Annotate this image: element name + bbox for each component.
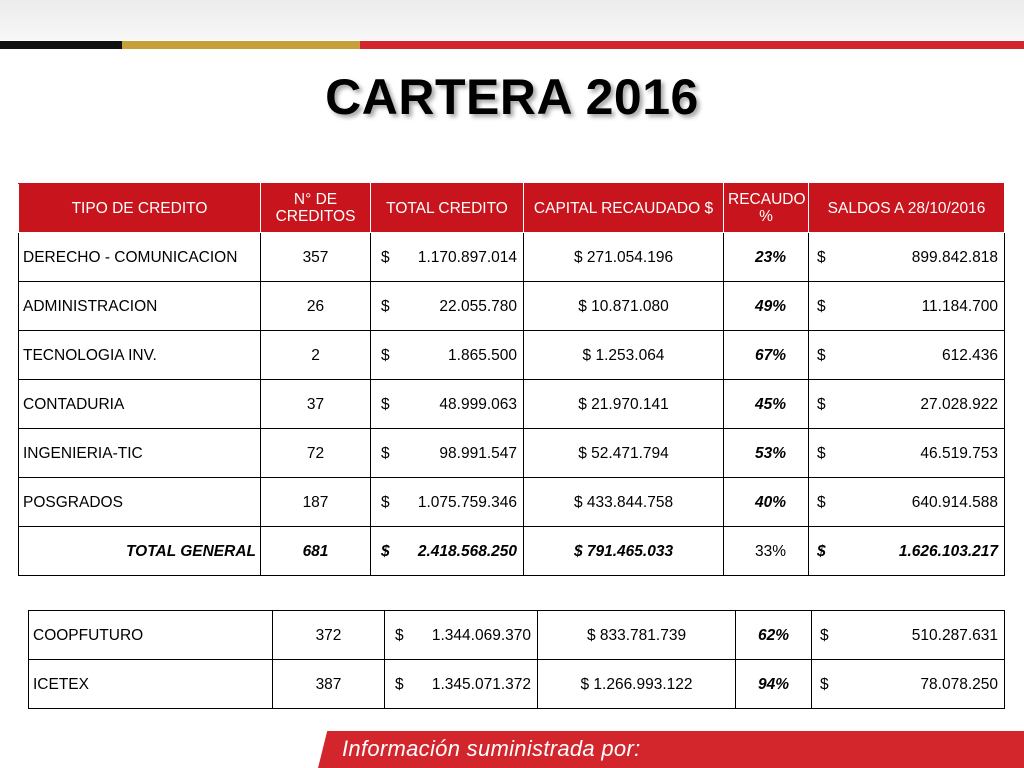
cell-recaudo: 67% [724,331,809,380]
cell-recaudo: 62% [736,611,812,660]
table-row [19,380,1005,429]
currency-symbol: $ [395,675,404,693]
cell-tipo: CONTADURIA [19,380,261,429]
stripe-gold [122,41,360,49]
stripe-black [0,41,122,49]
cell-capital: $ 21.970.141 [524,380,724,429]
cell-recaudo: 40% [724,478,809,527]
table-row [19,429,1005,478]
currency-symbol: $ [381,493,390,511]
cell-total-value: 22.055.780 [439,297,517,315]
cell-total [385,660,538,709]
cell-total [371,380,524,429]
cell-total [385,611,538,660]
table-row [19,282,1005,331]
cell-tipo: DERECHO - COMUNICACION [19,233,261,282]
cell-creditos: 72 [261,429,371,478]
cell-tipo: COOPFUTURO [29,611,273,660]
cell-recaudo: 45% [724,380,809,429]
cell-total [371,331,524,380]
cell-total-value: 48.999.063 [439,395,517,413]
cell-saldo [809,429,1005,478]
cell-creditos: 26 [261,282,371,331]
currency-symbol: $ [820,626,829,644]
currency-symbol: $ [817,444,826,462]
header-recaudo: RECAUDO % [724,184,809,233]
table-header-row [19,184,1005,233]
cell-recaudo: 53% [724,429,809,478]
cell-total-value: 1.344.069.370 [431,626,531,644]
cell-saldo-value: 78.078.250 [920,675,998,693]
cell-total-value: 1.170.897.014 [417,248,517,266]
cell-saldo-value: 11.184.700 [921,297,998,315]
header-total: TOTAL CREDITO [371,184,524,233]
cell-recaudo: 49% [724,282,809,331]
cell-capital: $ 1.253.064 [524,331,724,380]
cell-saldo [809,282,1005,331]
header-saldos: SALDOS A 28/10/2016 [809,184,1005,233]
cell-capital: $ 10.871.080 [524,282,724,331]
currency-symbol: $ [381,248,390,266]
currency-symbol: $ [395,626,404,644]
cell-tipo: ICETEX [29,660,273,709]
cell-saldo [809,331,1005,380]
table-row [29,660,1005,709]
stripe-red [360,41,1024,49]
cell-total-value: 2.418.568.250 [417,542,517,560]
cell-creditos: 387 [273,660,385,709]
cell-total-value: 1.865.500 [448,346,517,364]
currency-symbol: $ [381,297,390,315]
cell-total-value: 1.075.759.346 [417,493,517,511]
currency-symbol: $ [817,542,826,560]
cell-saldo [809,380,1005,429]
cell-tipo: INGENIERIA-TIC [19,429,261,478]
cell-tipo: TOTAL GENERAL [19,527,261,576]
table-row [29,611,1005,660]
currency-symbol: $ [817,395,826,413]
cell-creditos: 357 [261,233,371,282]
cell-total [371,527,524,576]
currency-symbol: $ [817,346,826,364]
cell-total [371,429,524,478]
cell-saldo-value: 899.842.818 [911,248,998,266]
cell-saldo [812,660,1005,709]
currency-symbol: $ [817,493,826,511]
cell-total-value: 98.991.547 [439,444,517,462]
cell-tipo: ADMINISTRACION [19,282,261,331]
cell-creditos: 37 [261,380,371,429]
cell-creditos: 681 [261,527,371,576]
cell-capital: $ 1.266.993.122 [538,660,736,709]
cell-creditos: 372 [273,611,385,660]
cell-saldo [809,233,1005,282]
cell-capital: $ 52.471.794 [524,429,724,478]
cell-creditos: 187 [261,478,371,527]
table-row [19,331,1005,380]
table-row [19,478,1005,527]
cartera-table [18,183,1005,576]
footer-text: Información suministrada por: [342,736,641,761]
cell-capital: $ 791.465.033 [524,527,724,576]
top-band [0,0,1024,40]
cell-saldo-value: 1.626.103.217 [898,542,998,560]
currency-symbol: $ [817,297,826,315]
cell-saldo [809,527,1005,576]
header-tipo: TIPO DE CREDITO [19,184,261,233]
currency-symbol: $ [817,248,826,266]
cell-total [371,233,524,282]
header-creditos: N° DE CREDITOS [261,184,371,233]
cell-saldo-value: 46.519.753 [920,444,998,462]
cell-saldo [809,478,1005,527]
cell-saldo [812,611,1005,660]
currency-symbol: $ [820,675,829,693]
cell-saldo-value: 612.436 [941,346,998,364]
cell-capital: $ 833.781.739 [538,611,736,660]
secondary-table [28,610,1005,709]
table-total-row [19,527,1005,576]
cell-total [371,282,524,331]
cell-tipo: TECNOLOGIA INV. [19,331,261,380]
cell-saldo-value: 640.914.588 [911,493,998,511]
cell-capital: $ 271.054.196 [524,233,724,282]
cell-recaudo: 23% [724,233,809,282]
currency-symbol: $ [381,542,390,560]
cell-total [371,478,524,527]
currency-symbol: $ [381,444,390,462]
cell-recaudo: 94% [736,660,812,709]
cell-creditos: 2 [261,331,371,380]
cell-capital: $ 433.844.758 [524,478,724,527]
cell-saldo-value: 27.028.922 [920,395,998,413]
table-row [19,233,1005,282]
cell-recaudo: 33% [724,527,809,576]
currency-symbol: $ [381,395,390,413]
currency-symbol: $ [381,346,390,364]
cell-total-value: 1.345.071.372 [431,675,531,693]
cell-tipo: POSGRADOS [19,478,261,527]
page-title: CARTERA 2016 [325,69,699,125]
header-capital: CAPITAL RECAUDADO $ [524,184,724,233]
cell-saldo-value: 510.287.631 [911,626,998,644]
